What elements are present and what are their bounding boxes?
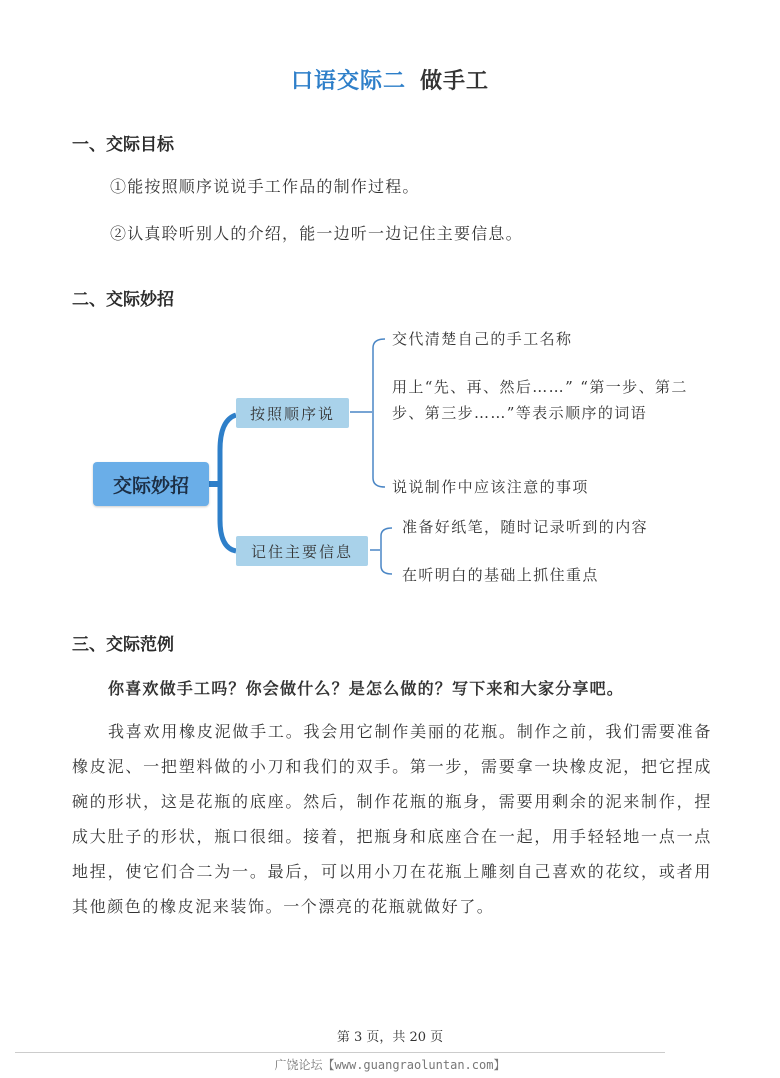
page-number: 第 3 页，共 20 页 <box>336 1030 444 1045</box>
section-heading-goals: 一、交际目标 <box>72 135 174 155</box>
example-paragraph: 我喜欢用橡皮泥做手工。我会用它制作美丽的花瓶。制作之前，我们需要准备橡皮泥、一把塑料做的小刀和我们的双手。第一步，需要拿一块橡皮泥，把它捏成碗的形状，这是花瓶的底座。然后，制作花瓶的瓶身，需要用剩余的泥来制作，捏成大肚子的形状，瓶口很细。接着，把瓶身和底座合在一起，用手轻轻地一点一点地捏，使它们合二为一。最后，可以用小刀在花瓶上雕刻自己喜欢的花纹，或者用其他颜色的橡皮泥来装饰。一个漂亮的花瓶就做好了。 <box>72 722 712 916</box>
mindmap-leaf: 说说制作中应该注意的事项 <box>392 478 589 496</box>
section-heading-tips: 二、交际妙招 <box>72 290 174 310</box>
mindmap-leaf: 在听明白的基础上抓住重点 <box>402 566 599 584</box>
footer-watermark: 广饶论坛【www.guangraoluntan.com】 <box>274 1058 506 1072</box>
example-prompt: 你喜欢做手工吗？你会做什么？是怎么做的？写下来和大家分享吧。 <box>108 679 625 698</box>
mindmap-leaf: 交代清楚自己的手工名称 <box>392 330 573 348</box>
mindmap-leaf: 用上“先、再、然后……” “第一步、第二步、第三步……”等表示顺序的词语 <box>392 378 688 422</box>
goal-item-2: ②认真聆听别人的介绍，能一边听一边记住主要信息。 <box>110 224 523 243</box>
mindmap-branch-order: 按照顺序说 <box>236 398 349 428</box>
title-main: 做手工 <box>420 68 490 94</box>
mindmap-branch-remember: 记住主要信息 <box>236 536 368 566</box>
footer-divider <box>15 1052 665 1053</box>
goal-item-1: ①能按照顺序说说手工作品的制作过程。 <box>110 177 420 196</box>
mindmap-root: 交际妙招 <box>93 462 209 506</box>
section-heading-example: 三、交际范例 <box>72 635 174 655</box>
title-prefix: 口语交际二 <box>290 68 406 94</box>
mindmap-leaf: 准备好纸笔，随时记录听到的内容 <box>402 518 649 536</box>
